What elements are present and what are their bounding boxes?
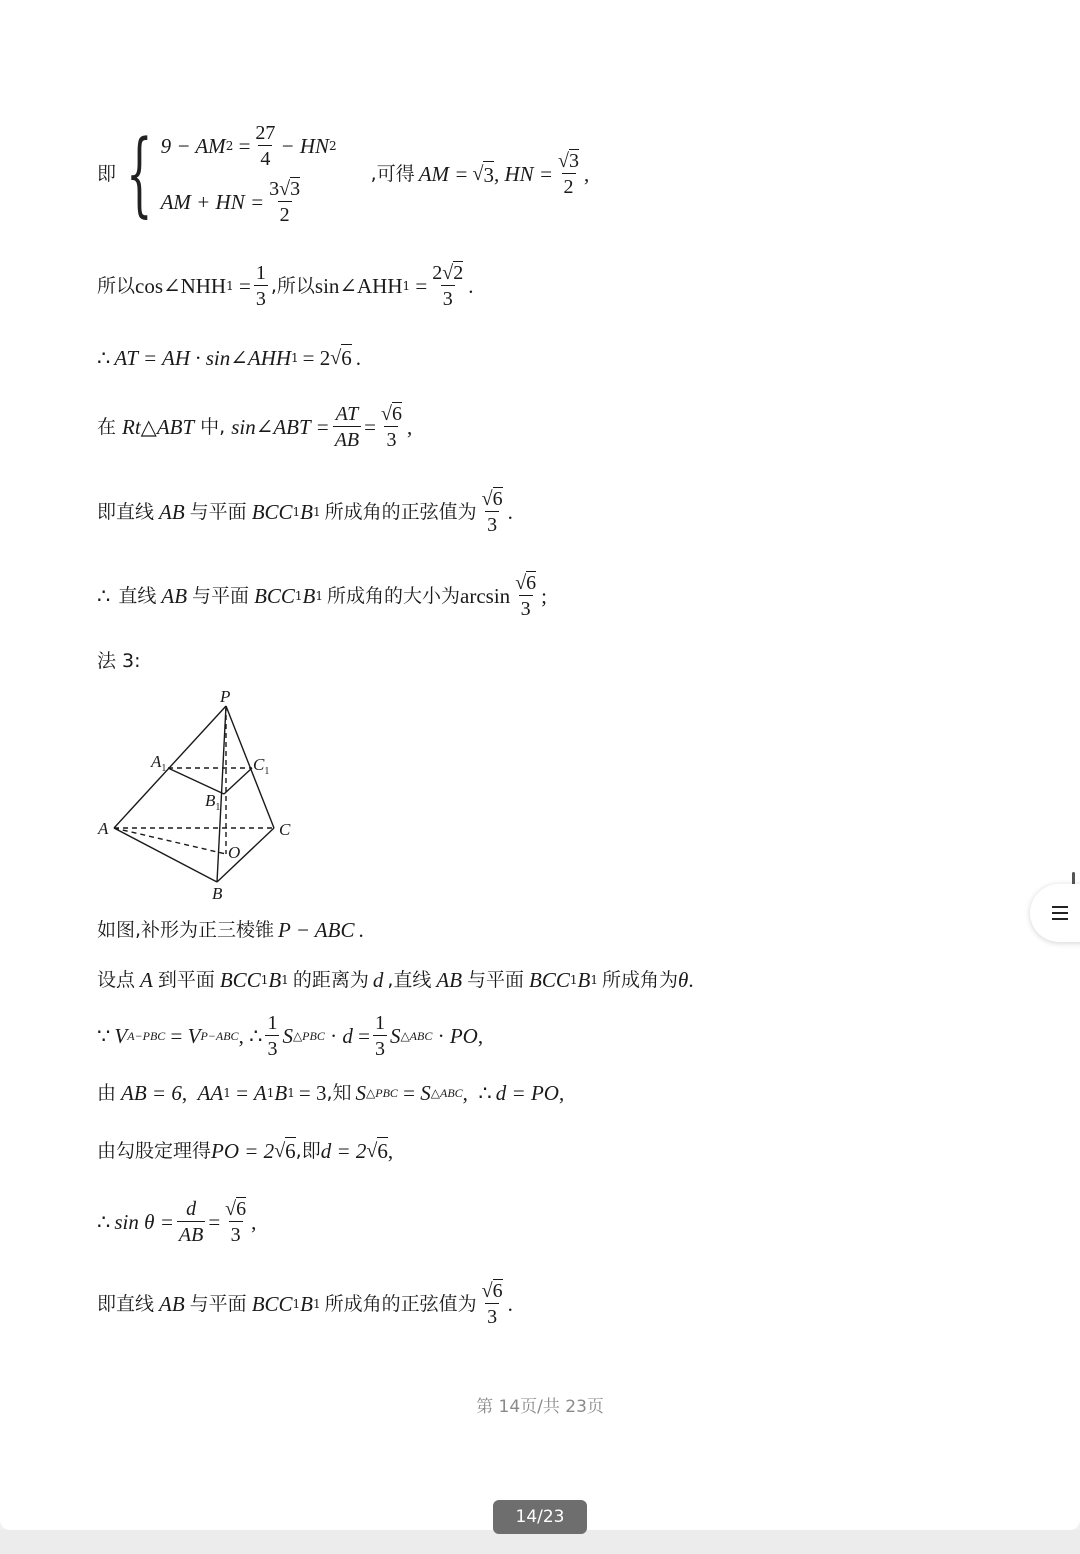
equation-system [116,121,337,227]
edge-A1B1 [168,768,224,794]
cos-sin-line: 所以 cos∠NHH 1 = $\frac{1}{3}$ ,所以 sin∠AHH 1 = $\frac{2√2}{3}$ . [97,262,474,310]
at-line: ∴ AT = AH · sin∠AHH 1 = 2 √ 6 . [97,345,361,370]
pythagorean-line: 由勾股定理得 PO = 2 √ 6 ,即 d = 2 √ 6 , [97,1138,394,1163]
label-O: O [228,843,241,862]
left-brace: { [126,120,153,227]
label-A: A [98,819,109,838]
sin-theta-line: ∴ sin θ = $\frac{d}{AB}$ = $\frac{√6}{3}$ , [97,1198,257,1246]
page-footer: 第 14页/共 23页 [476,1397,604,1417]
label-A1: $A_1$ [151,752,167,774]
sine-value-line-2: 即直线 AB 与平面 BCC 1 B 1 所成角的正弦值为 $\frac{√6}{3}$ . [97,1280,513,1328]
label-B1: $B_1$ [205,791,221,813]
segment-AO [114,828,226,854]
arcsin-line: ∴ 直线 AB 与平面 BCC 1 B 1 所成角的大小为 arcsin $\frac{√6}{3}$ ; [97,572,548,620]
text-ji: 即 [97,163,117,185]
page-indicator[interactable]: 14/23 [493,1500,587,1534]
label-C: C [279,820,291,839]
label-P: P [220,687,231,706]
equation-system-line: 即 { 9 − AM 2 = $\frac{27}{4}$ − HN 2 AM + HN = $\frac{3√3}{2}$ ,可得 AM = √ 3 , HN = $\frac{√3}{2}$ , [97,120,590,227]
given-lengths-line: 由 AB = 6 , AA 1 = A 1 B 1 = 3 ,知 S △PBC = S △ABC , ∴ d = PO , [97,1081,565,1105]
edge-AB [114,828,217,882]
system-eq-1: 9 − AM 2 = $\frac{27}{4}$ − HN 2 [160,122,337,170]
pyramid-figure [92,686,312,906]
label-B: B [212,884,223,903]
rt-abt-line: 在 Rt△ABT 中, sin∠ABT = $\frac{AT}{AB}$ = $\frac{√6}{3}$ , [97,403,413,451]
sine-value-line-1: 即直线 AB 与平面 BCC 1 B 1 所成角的正弦值为 $\frac{√6}{3}$ . [97,488,513,536]
distance-definition-line: 设点 A 到平面 BCC 1 B 1 的距离为 d ,直线 AB 与平面 BCC 1 B 1 所成角为 θ . [97,968,694,992]
label-C1: $C_1$ [253,755,270,777]
menu-icon [1052,906,1068,920]
complete-pyramid-line: 如图,补形为正三棱锥 P − ABC . [97,918,364,942]
edge-B1C1 [224,768,252,794]
system-eq-2: AM + HN = $\frac{3√3}{2}$ [160,178,301,226]
method-3-heading: 法 3: [97,650,141,672]
volume-equation-line: ∵ V A−PBC = V P−ABC , ∴ $\frac{1}{3}$ S △PBC · d = $\frac{1}{3}$ S △ABC · PO , [97,1012,484,1060]
menu-button[interactable] [1030,884,1080,942]
